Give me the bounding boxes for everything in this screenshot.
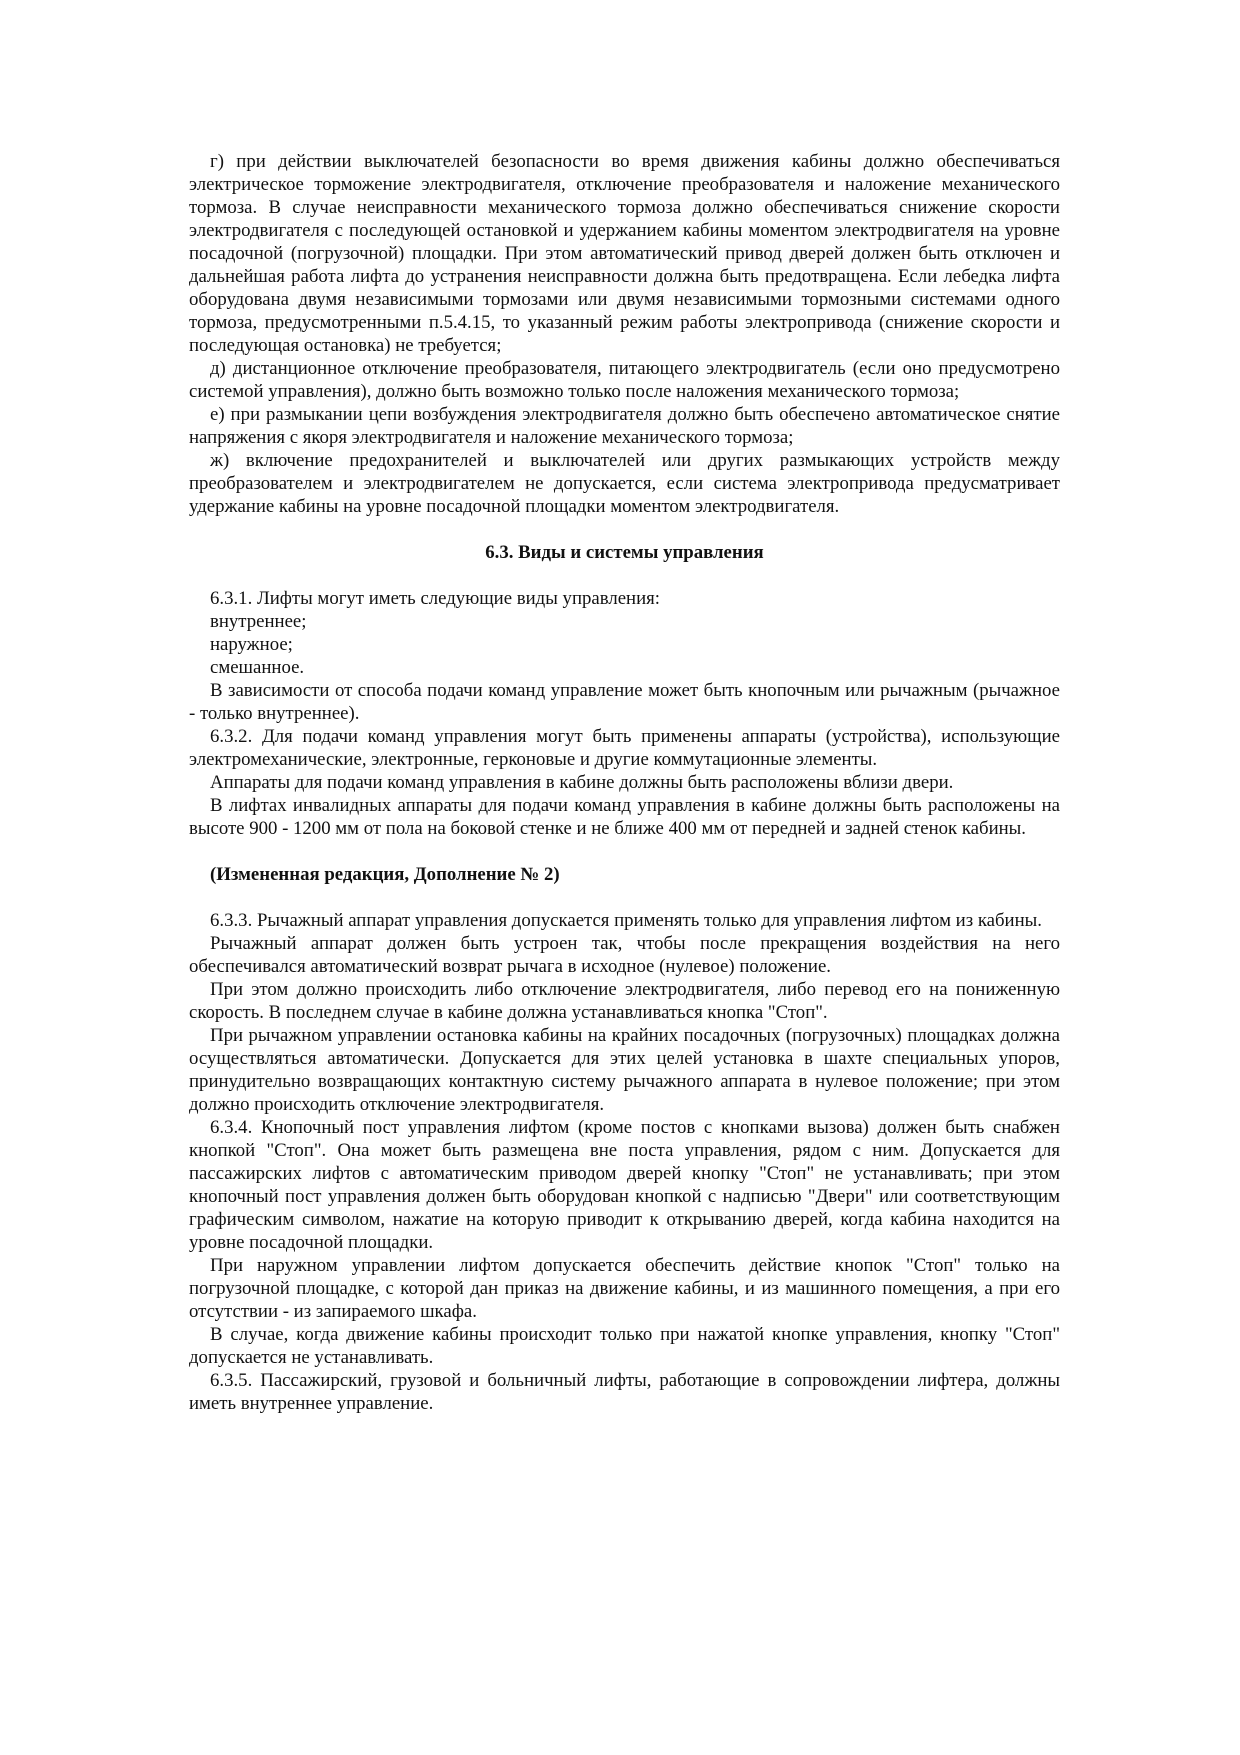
paragraph-6-3-5: 6.3.5. Пассажирский, грузовой и больничный лифты, работающие в сопровождении лифтера, должны иметь внутреннее управление. — [189, 1370, 1060, 1414]
paragraph-6-3-2: 6.3.2. Для подачи команд управления могут быть применены аппараты (устройства), использующие электромеханические, электронные, герконовые и другие коммутационные элементы. — [189, 726, 1060, 770]
paragraph-control-method: В зависимости от способа подачи команд управление может быть кнопочным или рычажным (рычажное - только внутреннее). — [189, 680, 1060, 724]
document-page — [189, 150, 1060, 1415]
paragraph-lever-landing: При рычажном управлении остановка кабины на крайних посадочных (погрузочных) площадках должна осуществляться автоматически. Допускается для этих целей установка в шахте специальных упоров, принудительно возвращающих контактную систему рычажного аппарата в нулевое положение; при этом должно происходить отключение электродвигателя. — [189, 1025, 1060, 1115]
paragraph-disabled-lifts: В лифтах инвалидных аппараты для подачи команд управления в кабине должны быть расположены на высоте 900 - 1200 мм от пола на боковой стенке и не ближе 400 мм от передней и задней стенок кабины. — [189, 795, 1060, 839]
list-item-mixed: смешанное. — [210, 657, 305, 678]
paragraph-6-3-1: 6.3.1. Лифты могут иметь следующие виды управления: — [210, 588, 661, 609]
section-6-3-part2 — [189, 909, 1060, 1415]
paragraph-item-g: г) при действии выключателей безопасности во время движения кабины должно обеспечиваться электрическое торможение электродвигателя, отключение преобразователя и наложение механического тормоза. В случае неисправности механического тормоза должно обеспечиваться снижение скорости электродвигателя с последующей остановкой и удержанием кабины моментом электродвигателя на уровне посадочной (погрузочной) площадки. При этом автоматический привод дверей должен быть отключен и дальнейшая работа лифта до устранения неисправности должна быть предотвращена. Если лебедка лифта оборудована двумя независимыми тормозами или двумя независимыми тормозными системами одного тормоза, предусмотренными п.5.4.15, то указанный режим работы электропривода (снижение скорости и последующая остановка) не требуется; — [189, 151, 1060, 356]
paragraph-cabin-devices: Аппараты для подачи команд управления в кабине должны быть расположены вблизи двери. — [210, 772, 954, 793]
paragraph-item-zh: ж) включение предохранителей и выключателей или других размыкающих устройств между преобразователем и электродвигателем не допускается, если система электропривода предусматривает удержание кабины на уровне посадочной площадки моментом электродвигателя. — [189, 450, 1060, 517]
paragraph-6-3-4: 6.3.4. Кнопочный пост управления лифтом (кроме постов с кнопками вызова) должен быть снабжен кнопкой "Стоп". Она может быть размещена вне поста управления, рядом с ним. Допускается для пассажирских лифтов с автоматическим приводом дверей кнопку "Стоп" не устанавливать; при этом кнопочный пост управления должен быть оборудован кнопкой с надписью "Двери" или соответствующим графическим символом, нажатие на которую приводит к открыванию дверей, когда кабина находится на уровне посадочной площадки. — [189, 1117, 1060, 1253]
section-6-2-items — [189, 150, 1060, 518]
paragraph-external-stop: При наружном управлении лифтом допускается обеспечить действие кнопок "Стоп" только на погрузочной площадке, с которой дан приказ на движение кабины, и из машинного помещения, а при его отсутствии - из запираемого шкафа. — [189, 1255, 1060, 1322]
amendment-note: (Измененная редакция, Дополнение № 2) — [210, 864, 560, 885]
list-item-external: наружное; — [210, 634, 293, 655]
paragraph-lever-stop: При этом должно происходить либо отключение электродвигателя, либо перевод его на пониженную скорость. В последнем случае в кабине должна устанавливаться кнопка "Стоп". — [189, 979, 1060, 1023]
paragraph-item-e: е) при размыкании цепи возбуждения электродвигателя должно быть обеспечено автоматическое снятие напряжения с якоря электродвигателя и наложение механического тормоза; — [189, 404, 1060, 448]
paragraph-item-d: д) дистанционное отключение преобразователя, питающего электродвигатель (если оно предусмотрено системой управления), должно быть возможно только после наложения механического тормоза; — [189, 358, 1060, 402]
section-6-3-part1 — [189, 587, 1060, 840]
paragraph-lever-return: Рычажный аппарат должен быть устроен так, чтобы после прекращения воздействия на него обеспечивался автоматический возврат рычага в исходное (нулевое) положение. — [189, 933, 1060, 977]
section-heading: 6.3. Виды и системы управления — [485, 542, 764, 563]
list-item-internal: внутреннее; — [210, 611, 307, 632]
paragraph-6-3-3: 6.3.3. Рычажный аппарат управления допускается применять только для управления лифтом из кабины. — [210, 910, 1042, 931]
paragraph-hold-to-run: В случае, когда движение кабины происходит только при нажатой кнопке управления, кнопку "Стоп" допускается не устанавливать. — [189, 1324, 1060, 1368]
